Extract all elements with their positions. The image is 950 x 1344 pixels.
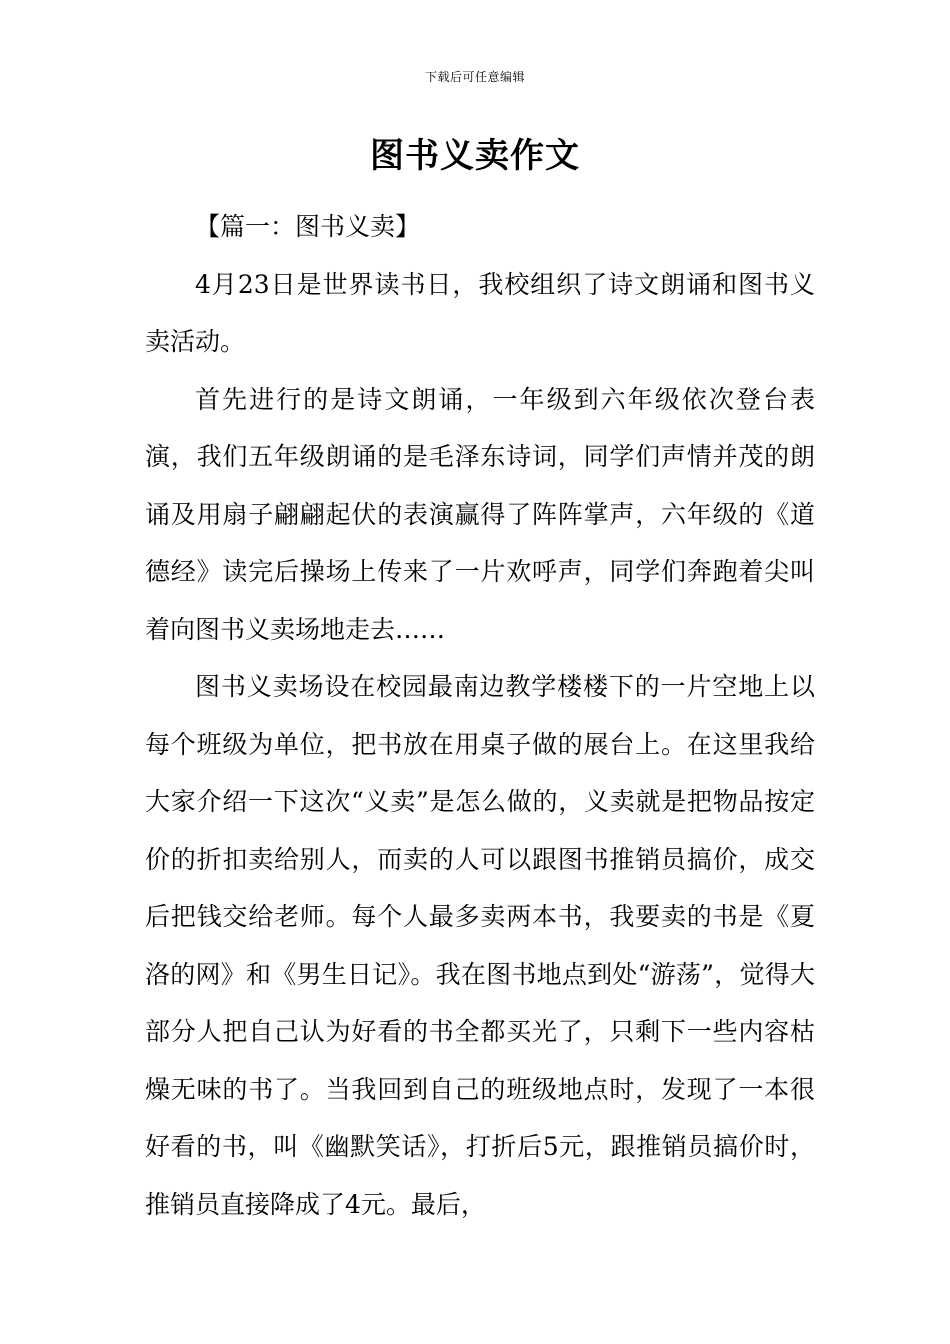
section-heading: 【篇一：图书义卖】: [195, 212, 421, 241]
header-note: 下载后可任意编辑: [424, 70, 525, 84]
paragraph-3: 图书义卖场设在校园最南边教学楼楼下的一片空地上以每个班级为单位，把书放在用桌子做的展台上。在这里我给大家介绍一下这次“义卖”是怎么做的，义卖就是把物品按定价的折扣卖给别人，而卖的人可以跟图书推销员搞价，成交后把钱交给老师。每个人最多卖两本书，我要卖的书是《夏洛的网》和《男生日记》。我在图书地点到处“游荡”，觉得大部分人把自己认为好看的书全都买光了，只剩下一些内容枯燥无味的书了。当我回到自己的班级地点时，发现了一本很好看的书，叫《幽默笑话》，打折后5元，跟推销员搞价时，推销员直接降成了4元。最后，: [145, 672, 815, 1219]
document-body: [145, 198, 815, 1233]
document-title: 图书义卖作文: [370, 136, 580, 176]
paragraph-1: 4月23日是世界读书日，我校组织了诗文朗诵和图书义卖活动。: [145, 269, 815, 356]
paragraph-2: 首先进行的是诗文朗诵，一年级到六年级依次登台表演，我们五年级朗诵的是毛泽东诗词，同学们声情并茂的朗诵及用扇子翩翩起伏的表演赢得了阵阵掌声，六年级的《道德经》读完后操场上传来了一片欢呼声，同学们奔跑着尖叫着向图书义卖场地走去……: [145, 384, 815, 644]
